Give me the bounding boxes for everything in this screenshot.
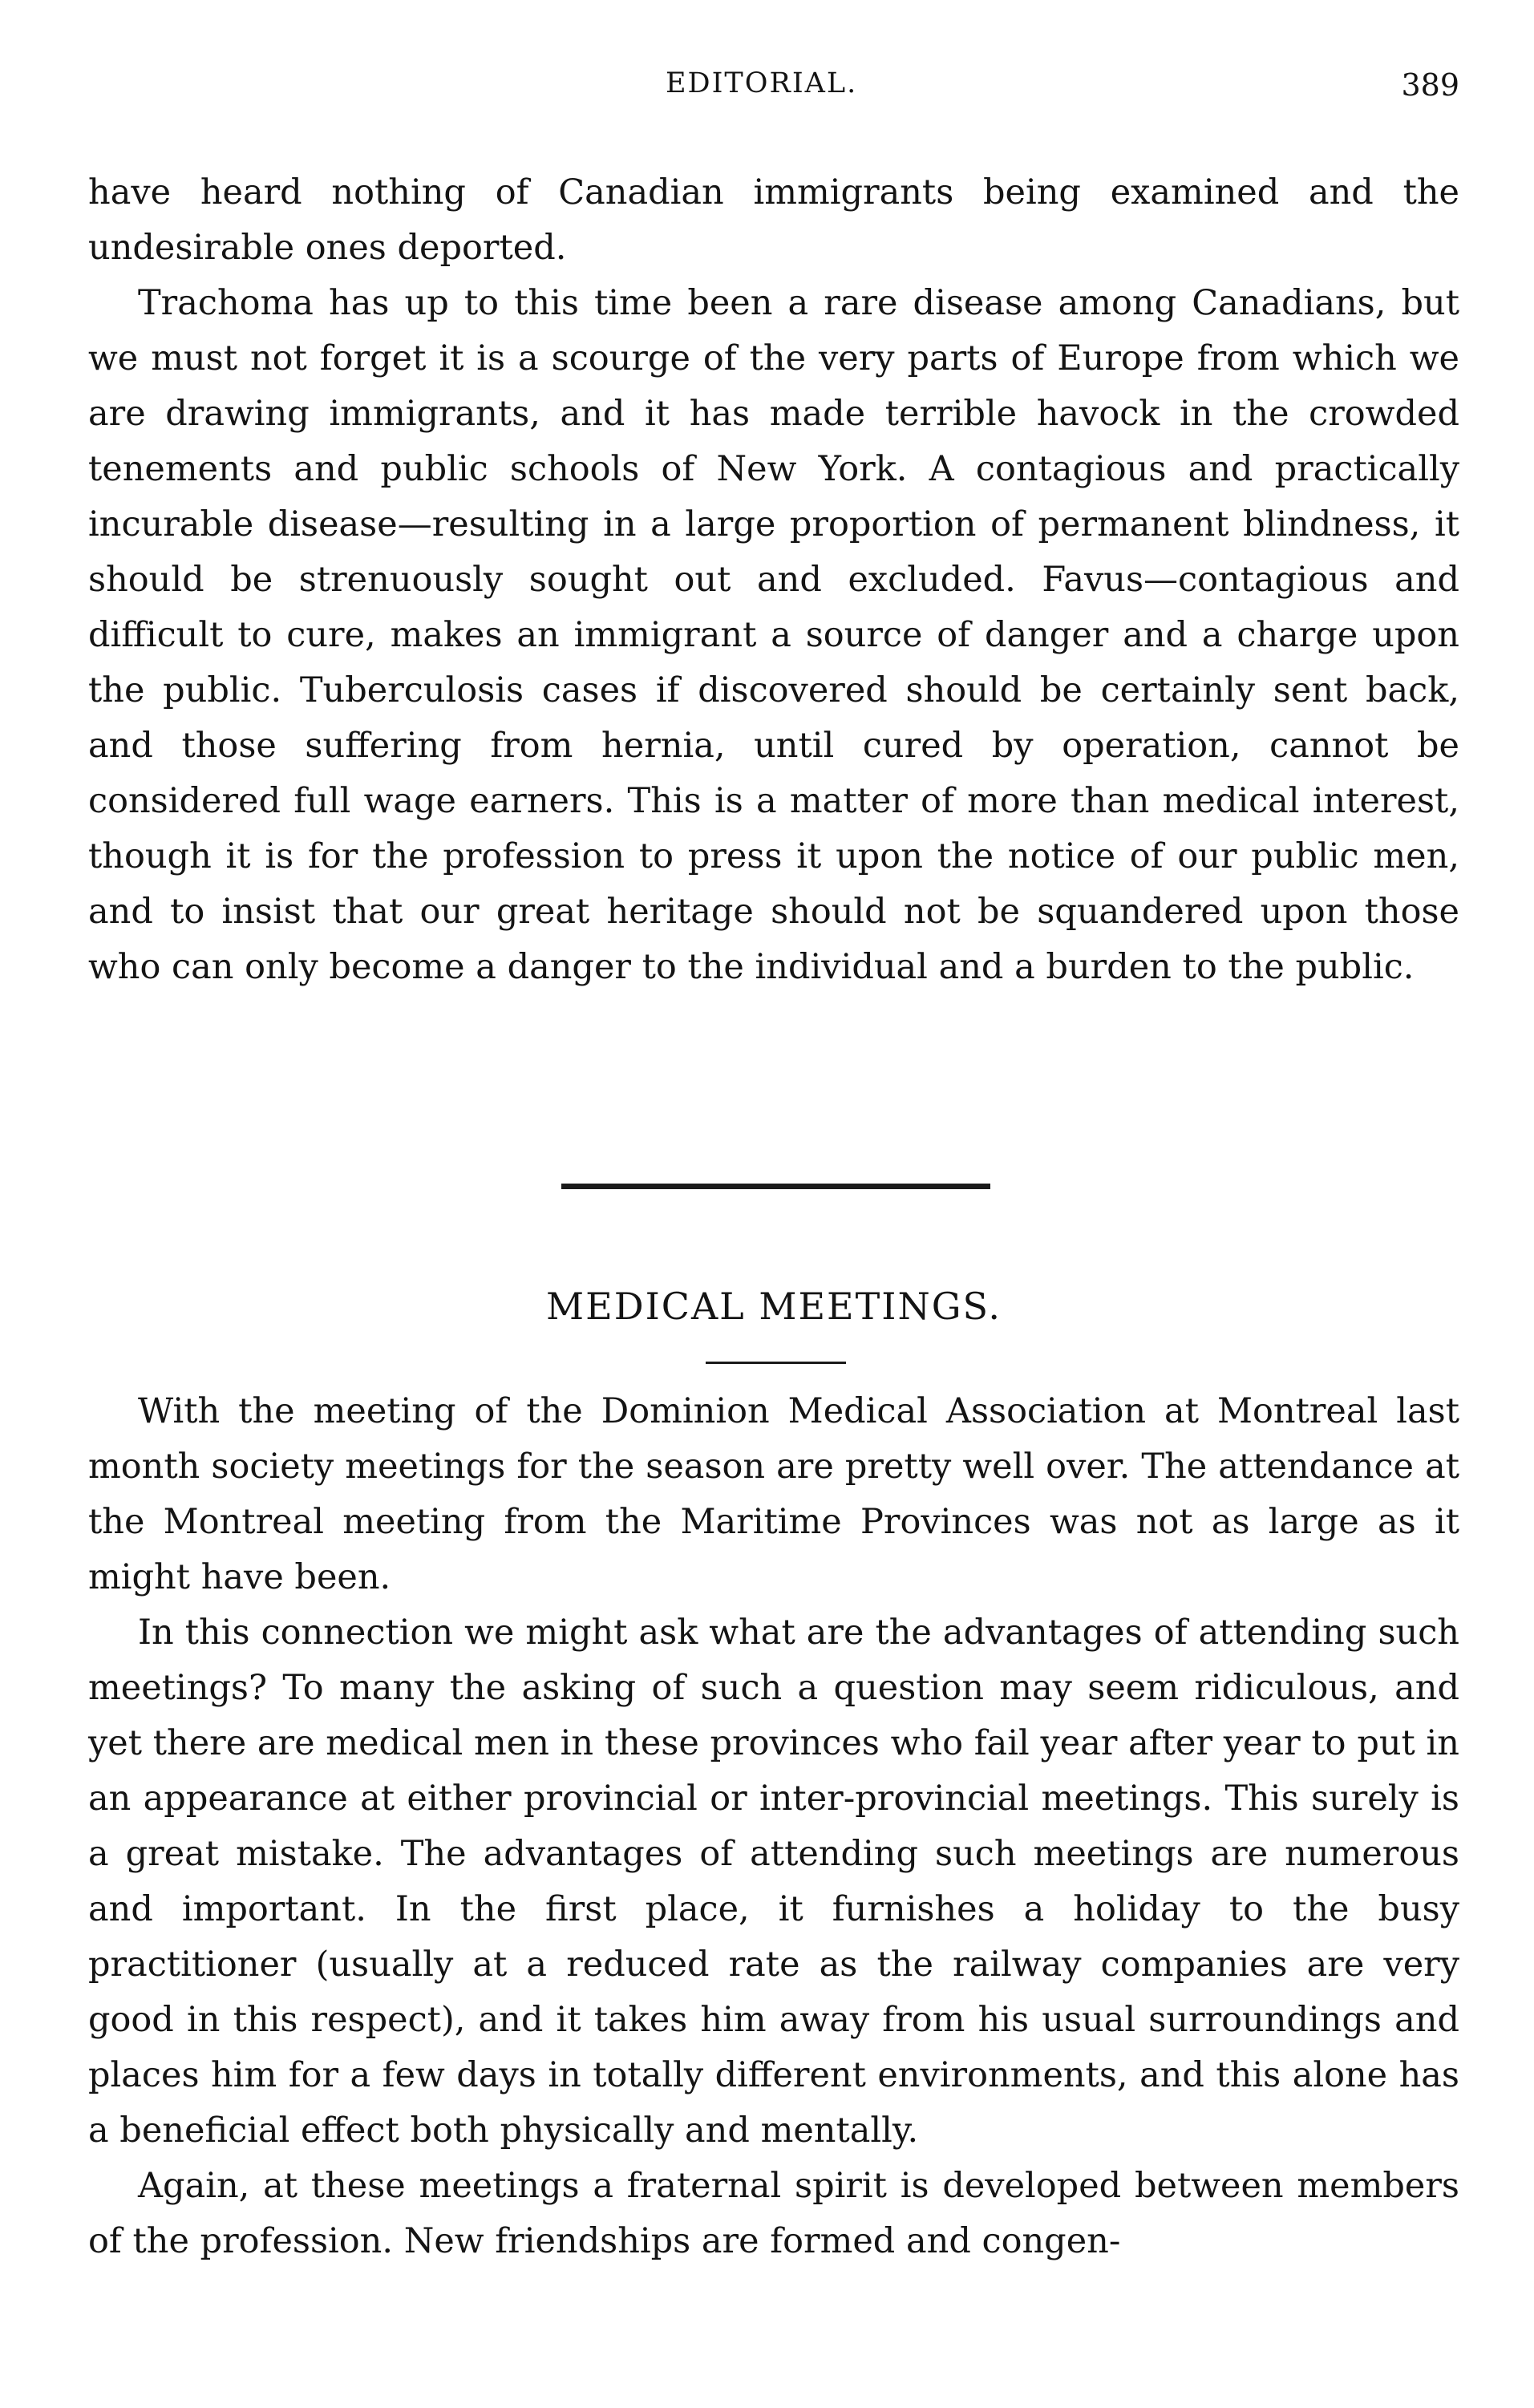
paragraph-dominion-meeting: With the meeting of the Dominion Medical Association at Montreal last month society meetings for the season are pretty well over. The attendance at the Montreal meeting from the Maritime Provinces was not as large as it might have been. <box>88 1391 1459 1597</box>
heading-underline-rule <box>706 1362 846 1364</box>
section-divider-rule <box>561 1184 990 1189</box>
running-title: EDITORIAL. <box>666 67 858 99</box>
paragraph-fraternal-spirit: Again, at these meetings a fraternal spirit is developed between members of the profession. New friendships are formed and congen- <box>88 2166 1459 2261</box>
paragraph-advantages: In this connection we might ask what are the advantages of attending such meetings? To many the asking of such a question may seem ridiculous, and yet there are medical men in these provinces who fail year after year to put in an appearance at either provincial or inter-provincial meetings. This surely is a great mistake. The advantages of attending such meetings are numerous and important. In the first place, it furnishes a holiday to the busy practitioner (usually at a reduced rate as the railway companies are very good in this respect), and it takes him away from his usual surroundings and places him for a few days in totally different environments, and this alone has a beneficial effect both physically and mentally. <box>88 1613 1459 2151</box>
running-head <box>88 67 1459 112</box>
paragraph-continued: have heard nothing of Canadian immigrants being examined and the undesirable ones deported. <box>88 172 1459 268</box>
paragraph-trachoma: Trachoma has up to this time been a rare disease among Canadians, but we must not forget it is a scourge of the very parts of Europe from which we are drawing immigrants, and it has made terrible havock in the crowded tenements and public schools of New York. A contagious and practically incurable disease—resulting in a large proportion of permanent blindness, it should be strenuously sought out and excluded. Favus—contagious and difficult to cure, makes an immigrant a source of danger and a charge upon the public. Tuberculosis cases if discovered should be certainly sent back, and those suffering from hernia, until cured by operation, cannot be considered full wage earners. This is a matter of more than medical interest, though it is for the profession to press it upon the notice of our public men, and to insist that our great heritage should not be squandered upon those who can only become a danger to the individual and a burden to the public. <box>88 283 1459 987</box>
editorial-section-continued <box>88 165 1459 995</box>
section-heading: MEDICAL MEETINGS. <box>546 1285 1002 1328</box>
page-number: 389 <box>1401 67 1459 103</box>
medical-meetings-section <box>88 1384 1459 2269</box>
